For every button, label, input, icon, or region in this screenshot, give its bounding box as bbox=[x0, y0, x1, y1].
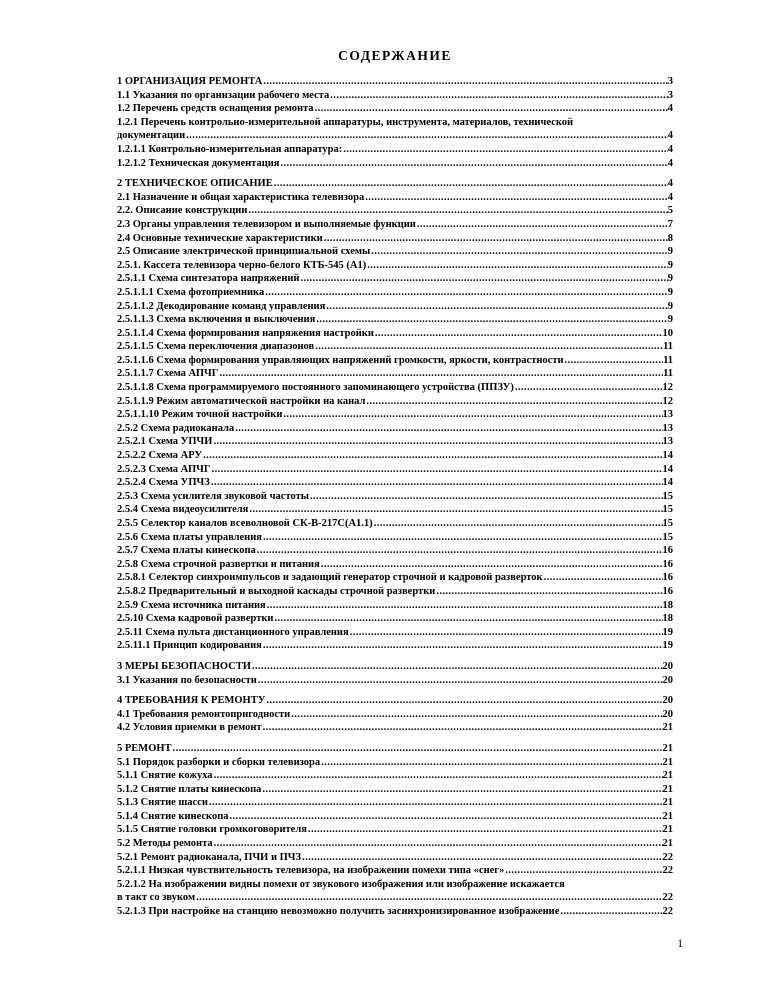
toc-leader-dots bbox=[371, 245, 668, 259]
toc-entry-page: 3 bbox=[667, 89, 673, 101]
toc-entry bbox=[117, 490, 673, 504]
toc-entry bbox=[117, 796, 673, 810]
toc-leader-dots bbox=[258, 674, 663, 688]
toc-entry-line bbox=[117, 313, 673, 327]
toc-entry-text: 1.1 Указания по организации рабочего места bbox=[117, 89, 330, 101]
toc-entry-page: 15 bbox=[662, 490, 673, 502]
toc-entry-line bbox=[117, 340, 673, 354]
toc-entry-line bbox=[117, 660, 673, 674]
toc-entry bbox=[117, 878, 673, 905]
toc-entry-line bbox=[117, 905, 673, 919]
toc-entry-line bbox=[117, 708, 673, 722]
toc-entry bbox=[117, 674, 673, 688]
toc-entry-text: 2.5.1.1.3 Схема включения и выключения bbox=[117, 314, 316, 326]
toc-entry-text: 5 РЕМОНТ bbox=[117, 742, 172, 754]
toc-entry-text: 2.5.11 Схема пульта дистанционного управления bbox=[117, 626, 349, 638]
toc-leader-dots bbox=[252, 660, 663, 674]
toc-leader-dots bbox=[300, 272, 667, 286]
toc-entry bbox=[117, 837, 673, 851]
toc-entry-page: 21 bbox=[662, 824, 673, 836]
toc-entry bbox=[117, 449, 673, 463]
toc-entry-text: 2.5.1.1.6 Схема формирования управляющих напряжений громкости, яркости, контрастности bbox=[117, 354, 564, 366]
toc-entry-page: 9 bbox=[667, 300, 673, 312]
toc-leader-dots bbox=[350, 626, 663, 640]
toc-entry bbox=[117, 660, 673, 674]
toc-leader-dots bbox=[366, 395, 662, 409]
toc-entry-text: 5.2.1 Ремонт радиоканала, ПЧИ и ПЧЗ bbox=[117, 851, 302, 863]
toc-entry-page: 4 bbox=[667, 130, 673, 142]
toc-entry bbox=[117, 599, 673, 613]
toc-entry bbox=[117, 89, 673, 103]
toc-entry-page: 16 bbox=[662, 545, 673, 557]
toc-entry-page: 14 bbox=[662, 463, 673, 475]
toc-entry-line bbox=[117, 796, 673, 810]
toc-entry-page: 20 bbox=[662, 708, 673, 720]
toc-entry-text: 5.1.2 Снятие платы кинескопа bbox=[117, 783, 262, 795]
toc-leader-dots bbox=[515, 381, 663, 395]
toc-leader-dots bbox=[343, 143, 668, 157]
toc-entry-text: 2.5.2.1 Схема УПЧИ bbox=[117, 436, 213, 448]
toc-entry-text: 2.4 Основные технические характеристики bbox=[117, 232, 323, 244]
toc-entry bbox=[117, 571, 673, 585]
toc-entry bbox=[117, 463, 673, 477]
toc-leader-dots bbox=[267, 599, 663, 613]
toc-entry bbox=[117, 177, 673, 191]
toc-entry-page: 4 bbox=[667, 157, 673, 169]
toc-entry-page: 5 bbox=[667, 205, 673, 217]
toc-entry-line bbox=[117, 463, 673, 477]
toc-entry-page: 16 bbox=[662, 585, 673, 597]
toc-entry-page: 22 bbox=[662, 906, 673, 918]
toc-entry-page: 16 bbox=[662, 558, 673, 570]
toc-leader-dots bbox=[196, 891, 662, 905]
toc-list bbox=[117, 75, 673, 919]
toc-entry-text: 2.5.10 Схема кадровой развертки bbox=[117, 613, 274, 625]
toc-entry-text: 2.5.6 Схема платы управления bbox=[117, 531, 262, 543]
toc-entry bbox=[117, 272, 673, 286]
toc-leader-dots bbox=[214, 837, 663, 851]
toc-entry-line bbox=[117, 395, 673, 409]
toc-leader-dots bbox=[214, 769, 663, 783]
toc-entry-text: 5.1.3 Снятие шасси bbox=[117, 797, 208, 809]
toc-leader-dots bbox=[436, 585, 662, 599]
toc-entry-line bbox=[117, 756, 673, 770]
toc-entry-page: 18 bbox=[662, 613, 673, 625]
toc-entry bbox=[117, 381, 673, 395]
toc-leader-dots bbox=[560, 905, 662, 919]
toc-entry-text: 2.5.8.2 Предварительный и выходной каскады строчной развертки bbox=[117, 585, 436, 597]
toc-entry-page: 11 bbox=[663, 341, 673, 353]
toc-leader-dots bbox=[374, 517, 663, 531]
toc-entry-text: 3 МЕРЫ БЕЗОПАСНОСТИ bbox=[117, 660, 251, 672]
toc-entry-page: 21 bbox=[662, 742, 673, 754]
toc-leader-dots bbox=[274, 612, 662, 626]
toc-entry-line bbox=[117, 286, 673, 300]
toc-leader-dots bbox=[280, 157, 667, 171]
page-title: СОДЕРЖАНИЕ bbox=[338, 48, 452, 63]
toc-entry bbox=[117, 191, 673, 205]
toc-entry bbox=[117, 810, 673, 824]
toc-entry-page: 21 bbox=[662, 722, 673, 734]
toc-entry-text: 5.1 Порядок разборки и сборки телевизора bbox=[117, 756, 321, 768]
toc-entry-page: 4 bbox=[667, 178, 673, 190]
toc-entry bbox=[117, 905, 673, 919]
toc-entry-page: 4 bbox=[667, 191, 673, 203]
toc-entry-text: в такт со звуком bbox=[117, 892, 196, 904]
toc-entry-line bbox=[117, 851, 673, 865]
toc-entry bbox=[117, 531, 673, 545]
toc-leader-dots bbox=[212, 463, 663, 477]
toc-entry-page: 21 bbox=[662, 770, 673, 782]
toc-leader-dots bbox=[505, 864, 662, 878]
toc-entry-line bbox=[117, 517, 673, 531]
toc-entry bbox=[117, 354, 673, 368]
toc-entry-line bbox=[117, 599, 673, 613]
toc-leader-dots bbox=[417, 218, 668, 232]
toc-entry-page: 20 bbox=[662, 695, 673, 707]
toc-entry bbox=[117, 756, 673, 770]
toc-entry-text: 2.5 Описание электрической принципиальной схемы bbox=[117, 246, 371, 258]
toc-entry-line bbox=[117, 585, 673, 599]
toc-leader-dots bbox=[263, 639, 663, 653]
toc-entry bbox=[117, 721, 673, 735]
toc-entry-line bbox=[117, 157, 673, 171]
toc-leader-dots bbox=[330, 89, 667, 103]
toc-entry-line bbox=[117, 503, 673, 517]
toc-entry-text: 2.5.1. Кассета телевизора черно-белого КТБ-545 (А1) bbox=[117, 259, 367, 271]
toc-entry-page: 3 bbox=[667, 76, 673, 87]
toc-entry-line bbox=[117, 232, 673, 246]
toc-entry-text: 2.5.1.1.10 Режим точной настройки bbox=[117, 409, 283, 421]
toc-entry-text: 2.1 Назначение и общая характеристика телевизора bbox=[117, 191, 365, 203]
toc-entry-wrap-text: 1.2.1 Перечень контрольно-измерительной аппаратуры, инструмента, материалов, технической bbox=[117, 116, 574, 128]
toc-leader-dots bbox=[263, 75, 667, 89]
toc-entry bbox=[117, 851, 673, 865]
toc-entry-text: 1.2.1.1 Контрольно-измерительная аппаратура: bbox=[117, 143, 343, 155]
toc-entry-line bbox=[117, 272, 673, 286]
toc-leader-dots bbox=[326, 300, 667, 314]
toc-entry-line bbox=[117, 89, 673, 103]
toc-entry-line bbox=[117, 177, 673, 191]
toc-entry-line bbox=[117, 864, 673, 878]
toc-leader-dots bbox=[209, 796, 663, 810]
toc-entry-line bbox=[117, 218, 673, 232]
toc-leader-dots bbox=[173, 742, 663, 756]
toc-entry-line bbox=[117, 674, 673, 688]
toc-entry-page: 22 bbox=[662, 865, 673, 877]
toc-entry-line bbox=[117, 823, 673, 837]
toc-entry-page: 14 bbox=[662, 477, 673, 489]
toc-leader-dots bbox=[235, 422, 662, 436]
toc-entry bbox=[117, 232, 673, 246]
toc-entry-page: 12 bbox=[662, 382, 673, 394]
toc-entry-line bbox=[117, 612, 673, 626]
toc-entry bbox=[117, 742, 673, 756]
toc-leader-dots bbox=[308, 823, 663, 837]
toc-entry-text: 2.5.2.4 Схема УПЧЗ bbox=[117, 477, 210, 489]
toc-entry bbox=[117, 585, 673, 599]
toc-entry bbox=[117, 435, 673, 449]
toc-leader-dots bbox=[315, 102, 668, 116]
toc-entry bbox=[117, 327, 673, 341]
toc-entry-text: 2.2. Описание конструкции bbox=[117, 205, 248, 217]
toc-entry-text: 4 ТРЕБОВАНИЯ К РЕМОНТУ bbox=[117, 695, 266, 707]
toc-entry-line bbox=[117, 435, 673, 449]
toc-entry-text: 5.1.4 Снятие кинескопа bbox=[117, 810, 229, 822]
toc-leader-dots bbox=[321, 558, 663, 572]
toc-entry-page: 20 bbox=[662, 674, 673, 686]
toc-leader-dots bbox=[219, 367, 663, 381]
toc-entry-line bbox=[117, 783, 673, 797]
toc-entry-line bbox=[117, 449, 673, 463]
toc-leader-dots bbox=[265, 286, 668, 300]
toc-entry-line bbox=[117, 544, 673, 558]
toc-entry-line bbox=[117, 300, 673, 314]
toc-entry bbox=[117, 204, 673, 218]
toc-entry bbox=[117, 783, 673, 797]
toc-entry-text: 2.5.1.1.5 Схема переключения диапазонов bbox=[117, 341, 315, 353]
toc-entry-line bbox=[117, 891, 673, 905]
toc-leader-dots bbox=[375, 327, 663, 341]
toc-entry-text: 5.1.1 Снятие кожуха bbox=[117, 770, 213, 782]
page-number: 1 bbox=[677, 938, 683, 950]
toc-entry-line bbox=[117, 75, 673, 89]
toc-entry-line bbox=[117, 490, 673, 504]
toc-leader-dots bbox=[316, 313, 667, 327]
toc-leader-dots bbox=[274, 177, 668, 191]
toc-entry-line bbox=[117, 694, 673, 708]
toc-leader-dots bbox=[211, 476, 663, 490]
toc-leader-dots bbox=[302, 851, 662, 865]
toc-entry-text: 2.5.3 Схема усилителя звуковой частоты bbox=[117, 490, 309, 502]
toc-entry bbox=[117, 395, 673, 409]
toc-entry-line bbox=[117, 476, 673, 490]
toc-entry-text: 5.2.1.3 При настройке на станцию невозможно получить засинхронизированное изображение bbox=[117, 906, 560, 918]
toc-entry bbox=[117, 116, 673, 143]
toc-entry-page: 20 bbox=[662, 660, 673, 672]
toc-entry-line bbox=[117, 102, 673, 116]
toc-leader-dots bbox=[565, 354, 664, 368]
toc-entry bbox=[117, 408, 673, 422]
toc-entry-text: 5.1.5 Снятие головки громкоговорителя bbox=[117, 824, 307, 836]
toc-entry bbox=[117, 626, 673, 640]
toc-entry-text: 5.2 Методы ремонта bbox=[117, 838, 213, 850]
toc-entry-text: 2.5.2.2 Схема АРУ bbox=[117, 450, 203, 462]
toc-leader-dots bbox=[266, 694, 662, 708]
toc-entry-page: 21 bbox=[662, 783, 673, 795]
toc-entry-text: документации bbox=[117, 130, 186, 142]
toc-leader-dots bbox=[544, 571, 663, 585]
toc-entry-line bbox=[117, 810, 673, 824]
toc-entry-line bbox=[117, 259, 673, 273]
toc-entry-text: 2.5.11.1 Принцип кодирования bbox=[117, 640, 262, 652]
toc-entry bbox=[117, 157, 673, 171]
toc-entry-page: 13 bbox=[662, 409, 673, 421]
toc-entry-page: 13 bbox=[662, 422, 673, 434]
toc-entry-text: 2.5.1.1.8 Схема программируемого постоянного запоминающего устройства (ППЗУ) bbox=[117, 382, 514, 394]
toc-entry bbox=[117, 259, 673, 273]
toc-entry-line bbox=[117, 245, 673, 259]
toc-entry bbox=[117, 694, 673, 708]
toc-entry bbox=[117, 503, 673, 517]
toc-entry-page: 22 bbox=[662, 892, 673, 904]
toc-entry-text: 2.5.1.1.2 Декодирование команд управления bbox=[117, 300, 326, 312]
toc-entry-page: 9 bbox=[667, 273, 673, 285]
toc-entry-text: 2.5.8.1 Селектор синхроимпульсов и задающий генератор строчной и кадровой разверток bbox=[117, 572, 543, 584]
toc-entry-page: 11 bbox=[663, 368, 673, 380]
toc-entry-line bbox=[117, 422, 673, 436]
toc-entry-text: 2.5.1.1.7 Схема АПЧГ bbox=[117, 368, 219, 380]
toc-entry-text: 2.5.7 Схема платы кинескопа bbox=[117, 545, 256, 557]
toc-entry bbox=[117, 102, 673, 116]
toc-entry-page: 18 bbox=[662, 599, 673, 611]
toc-entry-text: 2.5.1.1.9 Режим автоматической настройки на канал bbox=[117, 395, 366, 407]
toc-entry bbox=[117, 367, 673, 381]
toc-entry-page: 8 bbox=[667, 232, 673, 244]
toc-leader-dots bbox=[213, 435, 662, 449]
toc-entry bbox=[117, 823, 673, 837]
toc-entry-line bbox=[117, 742, 673, 756]
toc-leader-dots bbox=[321, 756, 662, 770]
toc-leader-dots bbox=[263, 721, 663, 735]
toc-entry-page: 22 bbox=[662, 851, 673, 863]
toc-entry-page: 13 bbox=[662, 436, 673, 448]
toc-entry-line bbox=[117, 204, 673, 218]
toc-entry-page: 10 bbox=[662, 327, 673, 339]
toc-entry-page: 4 bbox=[667, 143, 673, 155]
toc-leader-dots bbox=[262, 783, 662, 797]
toc-entry-line bbox=[117, 558, 673, 572]
toc-entry-line bbox=[117, 721, 673, 735]
toc-entry bbox=[117, 286, 673, 300]
toc-entry-page: 4 bbox=[667, 103, 673, 115]
toc-entry-line bbox=[117, 191, 673, 205]
toc-entry-text: 2.5.9 Схема источника питания bbox=[117, 599, 266, 611]
toc-entry-text: 2.3 Органы управления телевизором и выполняемые функции bbox=[117, 218, 416, 230]
toc-entry-page: 11 bbox=[663, 354, 673, 366]
toc-entry-line bbox=[117, 408, 673, 422]
toc-entry-line bbox=[117, 531, 673, 545]
toc-entry bbox=[117, 476, 673, 490]
toc-leader-dots bbox=[291, 708, 662, 722]
toc-entry-text: 2.5.2.3 Схема АПЧГ bbox=[117, 463, 211, 475]
toc-entry bbox=[117, 143, 673, 157]
toc-entry-text: 2.5.4 Схема видеоусилителя bbox=[117, 504, 249, 516]
toc-entry bbox=[117, 75, 673, 89]
toc-leader-dots bbox=[248, 204, 667, 218]
toc-leader-dots bbox=[365, 191, 667, 205]
toc-entry-text: 1 ОРГАНИЗАЦИЯ РЕМОНТА bbox=[117, 76, 263, 87]
toc-entry bbox=[117, 313, 673, 327]
toc-entry-text: 5.2.1.1 Низкая чувствительность телевизора, на изображении помехи типа «снег» bbox=[117, 865, 505, 877]
toc-entry-page: 21 bbox=[662, 810, 673, 822]
toc-entry bbox=[117, 612, 673, 626]
toc-entry-page: 15 bbox=[662, 518, 673, 529]
toc-entry bbox=[117, 708, 673, 722]
toc-entry-wrap-text: 5.2.1.2 На изображении видны помехи от звукового изображения или изображение искажается bbox=[117, 878, 565, 890]
toc-entry-text: 2.5.8 Схема строчной развертки и питания bbox=[117, 558, 320, 570]
toc-entry-text: 1.2 Перечень средств оснащения ремонта bbox=[117, 103, 314, 115]
toc-leader-dots bbox=[203, 449, 662, 463]
toc-entry-text: 2.5.1.1.4 Схема формирования напряжения настройки bbox=[117, 327, 374, 339]
toc-entry-line bbox=[117, 354, 673, 368]
toc-entry-text: 4.1 Требования ремонтопригодности bbox=[117, 708, 291, 720]
toc-leader-dots bbox=[257, 544, 663, 558]
toc-leader-dots bbox=[263, 531, 663, 545]
toc-entry-text: 3.1 Указания по безопасности bbox=[117, 674, 257, 686]
toc-entry bbox=[117, 544, 673, 558]
toc-leader-dots bbox=[186, 129, 668, 143]
toc-entry-page: 21 bbox=[662, 838, 673, 850]
toc-entry-line bbox=[117, 639, 673, 653]
toc-entry-page: 14 bbox=[662, 450, 673, 462]
toc-entry-page: 9 bbox=[667, 314, 673, 326]
toc-entry-page: 9 bbox=[667, 259, 673, 271]
toc-entry-text: 2.5.2 Схема радиоканала bbox=[117, 422, 235, 434]
toc-leader-dots bbox=[249, 503, 662, 517]
toc-entry bbox=[117, 245, 673, 259]
toc-entry-page: 12 bbox=[662, 395, 673, 407]
toc-entry-line bbox=[117, 837, 673, 851]
toc-entry bbox=[117, 422, 673, 436]
toc-entry-line bbox=[117, 143, 673, 157]
document-page bbox=[117, 46, 673, 919]
toc-leader-dots bbox=[324, 232, 668, 246]
toc-entry-page: 19 bbox=[662, 640, 673, 652]
toc-entry-page: 19 bbox=[662, 626, 673, 638]
toc-entry-line bbox=[117, 626, 673, 640]
toc-entry bbox=[117, 769, 673, 783]
toc-leader-dots bbox=[230, 810, 663, 824]
toc-entry-page: 9 bbox=[667, 246, 673, 258]
toc-entry-line bbox=[117, 769, 673, 783]
toc-entry bbox=[117, 864, 673, 878]
toc-entry-page: 21 bbox=[662, 756, 673, 768]
toc-entry-page: 16 bbox=[662, 572, 673, 584]
toc-entry bbox=[117, 218, 673, 232]
toc-entry-text: 2.5.5 Селектор каналов всеволновой СК-В-217С(А1.1) bbox=[117, 518, 373, 529]
toc-entry-page: 15 bbox=[662, 504, 673, 516]
toc-entry-text: 4.2 Условия приемки в ремонт bbox=[117, 722, 262, 734]
toc-entry-text: 2.5.1.1 Схема синтезатора напряжений bbox=[117, 273, 300, 285]
toc-entry bbox=[117, 300, 673, 314]
toc-entry-text: 1.2.1.2 Техническая документация bbox=[117, 157, 280, 169]
toc-entry bbox=[117, 340, 673, 354]
toc-entry-text: 2 ТЕХНИЧЕСКОЕ ОПИСАНИЕ bbox=[117, 178, 273, 190]
toc-entry-page: 9 bbox=[667, 286, 673, 298]
toc-entry-page: 15 bbox=[662, 531, 673, 543]
toc-entry bbox=[117, 517, 673, 531]
toc-entry bbox=[117, 639, 673, 653]
toc-leader-dots bbox=[315, 340, 663, 354]
toc-entry-line bbox=[117, 129, 673, 143]
toc-entry-line bbox=[117, 381, 673, 395]
toc-entry-line bbox=[117, 367, 673, 381]
toc-entry-page: 21 bbox=[662, 797, 673, 809]
toc-entry-line bbox=[117, 571, 673, 585]
toc-leader-dots bbox=[310, 490, 663, 504]
toc-leader-dots bbox=[283, 408, 662, 422]
toc-entry-page: 7 bbox=[667, 218, 673, 230]
toc-leader-dots bbox=[367, 259, 668, 273]
toc-entry-line bbox=[117, 327, 673, 341]
toc-entry-text: 2.5.1.1.1 Схема фотоприемника bbox=[117, 286, 265, 298]
toc-entry bbox=[117, 558, 673, 572]
